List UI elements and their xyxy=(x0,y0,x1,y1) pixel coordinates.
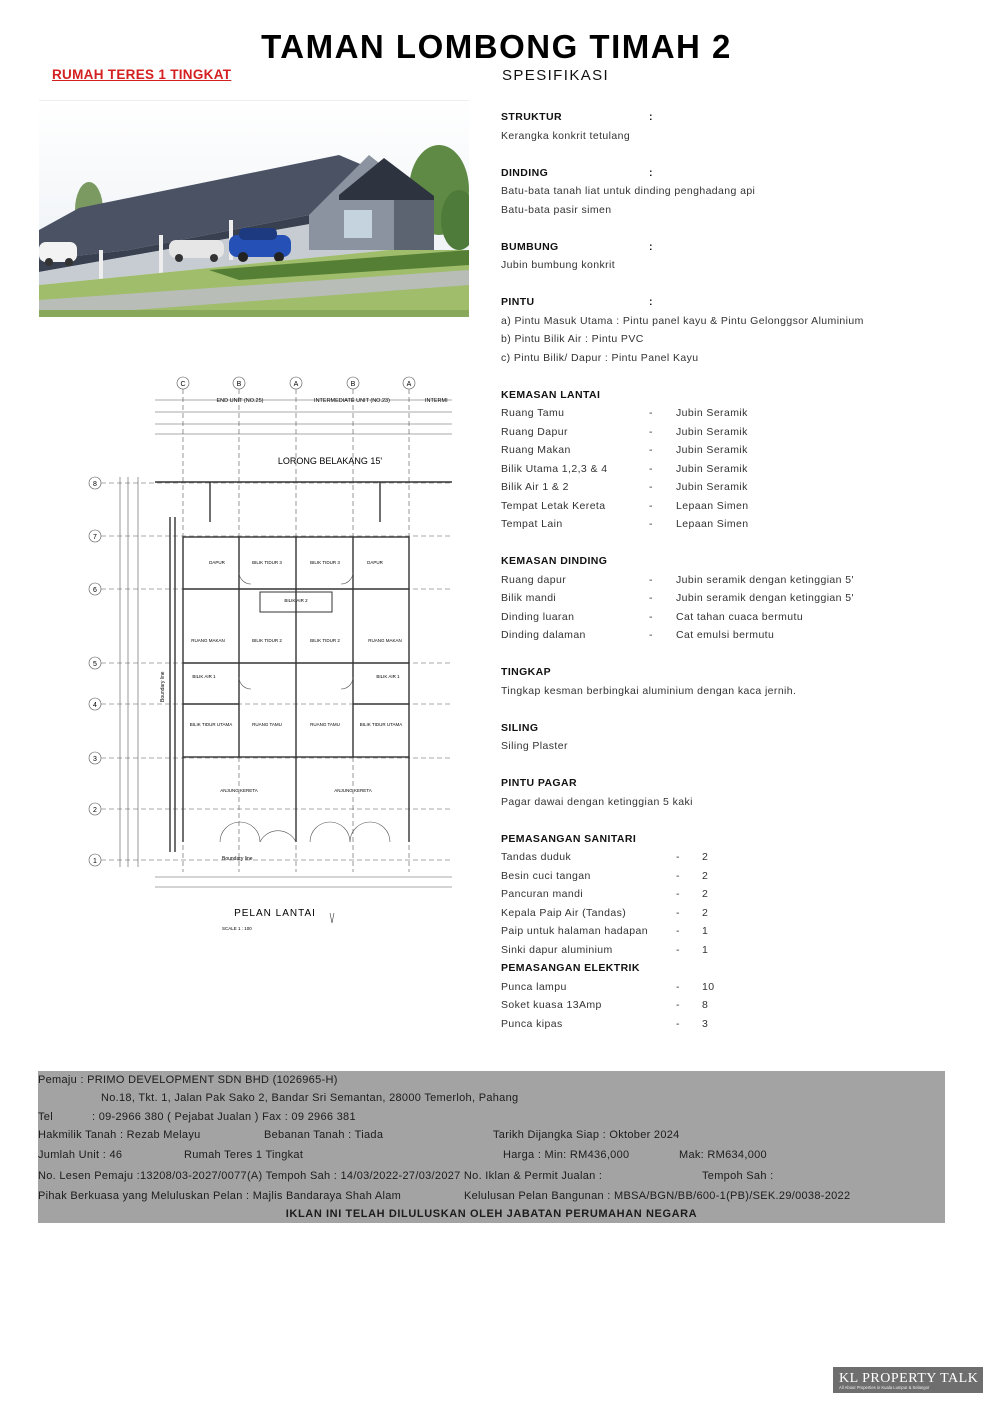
spec-colon: : xyxy=(649,166,653,179)
spec-line: Siling Plaster xyxy=(501,740,568,752)
spec-row-dash: - xyxy=(676,943,680,956)
boundary-line-label: Boundary line xyxy=(160,671,166,702)
spec-section-title xyxy=(501,552,961,571)
spec-row-value: Jubin seramik dengan ketinggian 5' xyxy=(676,592,854,604)
spec-section-title xyxy=(501,386,961,405)
jenis-rumah-line: Rumah Teres 1 Tingkat xyxy=(184,1149,304,1161)
spec-row xyxy=(501,848,961,867)
floor-plan-drawing xyxy=(80,372,452,937)
spec-row xyxy=(501,978,961,997)
spec-row-value: 2 xyxy=(702,869,709,882)
spec-section-label: PEMASANGAN ELEKTRIK xyxy=(501,962,640,974)
spec-gap xyxy=(501,756,961,775)
grid-letter-b2: B xyxy=(350,381,356,388)
spec-row-dash: - xyxy=(676,851,680,863)
end-unit-label: END UNIT (NO.25) xyxy=(216,398,264,404)
spec-row-value: Jubin Seramik xyxy=(676,462,748,475)
spec-row xyxy=(501,996,961,1015)
spec-row-item: Ruang dapur xyxy=(501,573,567,586)
spec-line: b) Pintu Bilik Air : Pintu PVC xyxy=(501,333,644,345)
pihak-berkuasa-line: Pihak Berkuasa yang Meluluskan Pelan : Majlis Bandaraya Shah Alam xyxy=(38,1190,402,1202)
spec-row-item: Paip untuk halaman hadapan xyxy=(501,925,649,937)
grid-letter-c: C xyxy=(180,381,186,388)
spec-row-value: 2 xyxy=(702,888,709,900)
spec-colon: : xyxy=(649,111,653,123)
spec-row-dash: - xyxy=(649,444,653,456)
spec-row-dash: - xyxy=(676,906,680,919)
spec-row xyxy=(501,1015,961,1034)
spec-row-value: Jubin Seramik xyxy=(676,425,748,438)
tempoh-sah-line: Tempoh Sah : xyxy=(702,1170,774,1182)
spec-section-title xyxy=(501,164,961,183)
spec-line: Pagar dawai dengan ketinggian 5 kaki xyxy=(501,795,693,808)
spec-row-dash: - xyxy=(676,888,680,900)
grid-letter-b: B xyxy=(236,381,242,388)
specification-list xyxy=(501,108,961,1033)
intermediate-unit-cut-label: INTERMI xyxy=(425,398,448,404)
spec-row xyxy=(501,626,961,645)
house-render-image xyxy=(39,100,469,317)
boundary-line-bottom-label: Boundary line xyxy=(222,856,253,862)
spec-line: Tingkap kesman berbingkai aluminium dengan kaca jernih. xyxy=(501,684,797,697)
spec-row-item: Sinki dapur aluminium xyxy=(501,943,613,956)
room-anjung-kereta-left: ANJUNG KERETA xyxy=(220,788,258,793)
spec-row-value: 10 xyxy=(702,980,715,993)
spec-heading: SPESIFIKASI xyxy=(502,67,610,84)
spec-row-item: Kepala Paip Air (Tandas) xyxy=(501,906,627,919)
spec-row-item: Ruang Makan xyxy=(501,444,571,456)
spec-row-dash: - xyxy=(676,869,680,882)
room-dapur-left: DAPUR xyxy=(209,560,225,565)
spec-gap xyxy=(501,645,961,664)
spec-section-title xyxy=(501,238,961,257)
spec-row-dash: - xyxy=(676,925,680,937)
spec-row-item: Punca kipas xyxy=(501,1017,563,1030)
spec-row-value: Cat emulsi bermutu xyxy=(676,629,775,641)
grid-letter-a2: A xyxy=(406,381,412,388)
spec-row-item: Dinding luaran xyxy=(501,610,575,623)
spec-row-dash: - xyxy=(649,425,653,438)
spec-section-title xyxy=(501,719,961,738)
spec-section-title xyxy=(501,830,961,849)
svg-text:KL PROPERTY TALK: KL PROPERTY TALK xyxy=(839,1371,979,1386)
grid-number-6: 6 xyxy=(93,587,97,594)
spec-line: Jubin bumbung konkrit xyxy=(501,259,616,271)
spec-section-label: KEMASAN LANTAI xyxy=(501,388,601,401)
spec-section-label: SILING xyxy=(501,721,539,734)
spec-colon: : xyxy=(649,240,653,253)
spec-row-dash: - xyxy=(649,481,653,493)
spec-section-label: STRUKTUR xyxy=(501,111,562,123)
pelan-lantai-label: PELAN LANTAI xyxy=(234,908,316,919)
spec-section-label: TINGKAP xyxy=(501,666,552,678)
spec-row-dash: - xyxy=(676,1017,680,1030)
spec-section-label: DINDING xyxy=(501,166,549,179)
grid-letter-a: A xyxy=(293,381,299,388)
spec-gap xyxy=(501,534,961,553)
room-bilik-tidur-2-right: BILIK TIDUR 2 xyxy=(310,638,340,643)
room-bilik-tidur-3-left: BILIK TIDUR 3 xyxy=(252,560,282,565)
spec-line: Batu-bata tanah liat untuk dinding penghadang api xyxy=(501,185,756,197)
spec-row xyxy=(501,885,961,904)
room-bilik-tidur-utama-left: BILIK TIDUR UTAMA xyxy=(189,722,233,727)
grid-number-1: 1 xyxy=(93,858,97,865)
spec-row xyxy=(501,423,961,442)
spec-row-item: Dinding dalaman xyxy=(501,629,586,641)
room-ruang-makan-right: RUANG MAKAN xyxy=(368,638,402,643)
spec-row-dash: - xyxy=(649,573,653,586)
spec-line: Batu-bata pasir simen xyxy=(501,203,612,216)
room-ruang-makan-left: RUANG MAKAN xyxy=(191,638,225,643)
spec-section-title xyxy=(501,959,961,978)
kl-property-talk-logo xyxy=(833,1367,983,1393)
spec-row-item: Bilik Utama 1,2,3 & 4 xyxy=(501,462,608,475)
spec-row xyxy=(501,941,961,960)
spec-row xyxy=(501,478,961,497)
spec-row-value: Lepaan Simen xyxy=(676,499,749,512)
page-title: TAMAN LOMBONG TIMAH 2 xyxy=(261,28,732,65)
spec-gap xyxy=(501,145,961,164)
hakmilik-line: Hakmilik Tanah : Rezab Melayu xyxy=(38,1129,201,1141)
harga-min-line: Harga : Min: RM436,000 xyxy=(503,1149,630,1161)
lesen-line: No. Lesen Pemaju :13208/03-2027/0077(A) Tempoh Sah : 14/03/2022-27/03/2027 No. Iklan & Permit Jualan : xyxy=(38,1170,603,1182)
spec-row-dash: - xyxy=(649,518,653,530)
room-bilik-tidur-2-left: BILIK TIDUR 2 xyxy=(252,638,282,643)
spec-row xyxy=(501,922,961,941)
spec-section-label: BUMBUNG xyxy=(501,240,559,253)
spec-line: Kerangka konkrit tetulang xyxy=(501,129,631,142)
spec-row xyxy=(501,441,961,460)
room-anjung-kereta-right: ANJUNG KERETA xyxy=(334,788,372,793)
room-bilik-tidur-utama-right: BILIK TIDUR UTAMA xyxy=(359,722,403,727)
harga-mak-line: Mak: RM634,000 xyxy=(679,1149,767,1161)
spec-row-value: 1 xyxy=(702,925,709,937)
bebanan-line: Bebanan Tanah : Tiada xyxy=(264,1129,384,1141)
spec-row-value: 2 xyxy=(702,851,709,863)
spec-row-value: Cat tahan cuaca bermutu xyxy=(676,610,804,623)
spec-row-dash: - xyxy=(649,610,653,623)
spec-section-label: PINTU xyxy=(501,296,535,308)
spec-section-label: PINTU PAGAR xyxy=(501,777,577,789)
room-bilik-air-2: BILIK AIR 2 xyxy=(284,598,308,603)
intermediate-unit-label: INTERMEDIATE UNIT (NO.23) xyxy=(314,398,390,404)
grid-number-5: 5 xyxy=(93,661,97,668)
spec-row-item: Tandas duduk xyxy=(501,851,572,863)
spec-row-dash: - xyxy=(649,499,653,512)
spec-line: c) Pintu Bilik/ Dapur : Pintu Panel Kayu xyxy=(501,351,699,364)
spec-row-dash: - xyxy=(676,980,680,993)
spec-row-value: Jubin Seramik xyxy=(676,407,748,419)
spec-gap xyxy=(501,367,961,386)
spec-gap xyxy=(501,811,961,830)
room-ruang-tamu-left: RUANG TAMU xyxy=(252,722,282,727)
spec-row-value: Lepaan Simen xyxy=(676,518,749,530)
kelulusan-pelan-line: Kelulusan Pelan Bangunan : MBSA/BGN/BB/600-1(PB)/SEK.29/0038-2022 xyxy=(464,1190,851,1202)
spec-section-label: PEMASANGAN SANITARI xyxy=(501,832,637,845)
developer-info-panel xyxy=(38,1071,945,1223)
spec-row xyxy=(501,608,961,627)
spec-row-value: 8 xyxy=(702,999,709,1011)
spec-row xyxy=(501,515,961,534)
spec-row-value: 3 xyxy=(702,1017,709,1030)
spec-row-item: Bilik Air 1 & 2 xyxy=(501,481,569,493)
spec-row-item: Soket kuasa 13Amp xyxy=(501,999,602,1011)
spec-section-title xyxy=(501,293,961,312)
tel-label: Tel xyxy=(38,1111,53,1123)
spec-section-title xyxy=(501,663,961,682)
spec-row-value: Jubin seramik dengan ketinggian 5' xyxy=(676,573,854,586)
lorong-label: LORONG BELAKANG 15' xyxy=(277,456,383,466)
spec-row-dash: - xyxy=(649,462,653,475)
spec-section-title xyxy=(501,108,961,127)
spec-row xyxy=(501,867,961,886)
spec-row xyxy=(501,497,961,516)
room-bilik-air-1-left: BILIK AIR 1 xyxy=(192,674,216,679)
grid-number-3: 3 xyxy=(93,756,97,763)
spec-gap xyxy=(501,275,961,294)
spec-row-item: Bilik mandi xyxy=(501,592,557,604)
spec-line: a) Pintu Masuk Utama : Pintu panel kayu & Pintu Gelonggsor Aluminium xyxy=(501,314,864,327)
spec-row-value: 1 xyxy=(702,943,709,956)
spec-row xyxy=(501,404,961,423)
spec-row-item: Tempat Lain xyxy=(501,518,563,530)
tel-line: : 09-2966 380 ( Pejabat Jualan ) Fax : 09 2966 381 xyxy=(92,1111,356,1123)
room-bilik-tidur-3-right: BILIK TIDUR 3 xyxy=(310,560,340,565)
spec-row xyxy=(501,589,961,608)
alamat-line: No.18, Tkt. 1, Jalan Pak Sako 2, Bandar Sri Semantan, 28000 Temerloh, Pahang xyxy=(101,1092,519,1104)
north-arrow-icon xyxy=(330,913,334,923)
spec-gap xyxy=(501,700,961,719)
scale-label: SCALE 1 : 100 xyxy=(222,926,252,931)
jumlah-unit-line: Jumlah Unit : 46 xyxy=(38,1149,123,1161)
spec-row-dash: - xyxy=(649,629,653,641)
house-type-subtitle: RUMAH TERES 1 TINGKAT xyxy=(52,67,232,82)
grid-number-7: 7 xyxy=(93,534,97,541)
spec-colon: : xyxy=(649,296,653,308)
approval-note: IKLAN INI TELAH DILULUSKAN OLEH JABATAN PERUMAHAN NEGARA xyxy=(285,1208,698,1220)
spec-row-value: 2 xyxy=(702,906,709,919)
spec-gap xyxy=(501,219,961,238)
spec-row-item: Pancuran mandi xyxy=(501,888,584,900)
spec-row-item: Besin cuci tangan xyxy=(501,869,591,882)
spec-row-item: Ruang Tamu xyxy=(501,407,565,419)
tarikh-siap-line: Tarikh Dijangka Siap : Oktober 2024 xyxy=(493,1129,680,1141)
spec-section-title xyxy=(501,774,961,793)
grid-number-4: 4 xyxy=(93,702,97,709)
spec-row-dash: - xyxy=(649,592,653,604)
spec-row-value: Jubin Seramik xyxy=(676,481,748,493)
spec-row-item: Ruang Dapur xyxy=(501,425,568,438)
spec-section-label: KEMASAN DINDING xyxy=(501,555,608,567)
svg-text:All About Properties in Kuala: All About Properties in Kuala Lumpur & Selangor xyxy=(839,1385,930,1390)
spec-row-item: Punca lampu xyxy=(501,980,567,993)
room-bilik-air-1-right: BILIK AIR 1 xyxy=(376,674,400,679)
spec-row-dash: - xyxy=(649,407,653,419)
pemaju-line: Pemaju : PRIMO DEVELOPMENT SDN BHD (1026965-H) xyxy=(38,1074,338,1086)
spec-row xyxy=(501,904,961,923)
grid-number-2: 2 xyxy=(93,807,97,814)
spec-row xyxy=(501,571,961,590)
spec-row xyxy=(501,460,961,479)
spec-row-value: Jubin Seramik xyxy=(676,444,748,456)
spec-row-dash: - xyxy=(676,999,680,1011)
spec-row-item: Tempat Letak Kereta xyxy=(501,499,606,512)
grid-number-8: 8 xyxy=(93,481,97,488)
room-ruang-tamu-right: RUANG TAMU xyxy=(310,722,340,727)
room-dapur-right: DAPUR xyxy=(367,560,383,565)
